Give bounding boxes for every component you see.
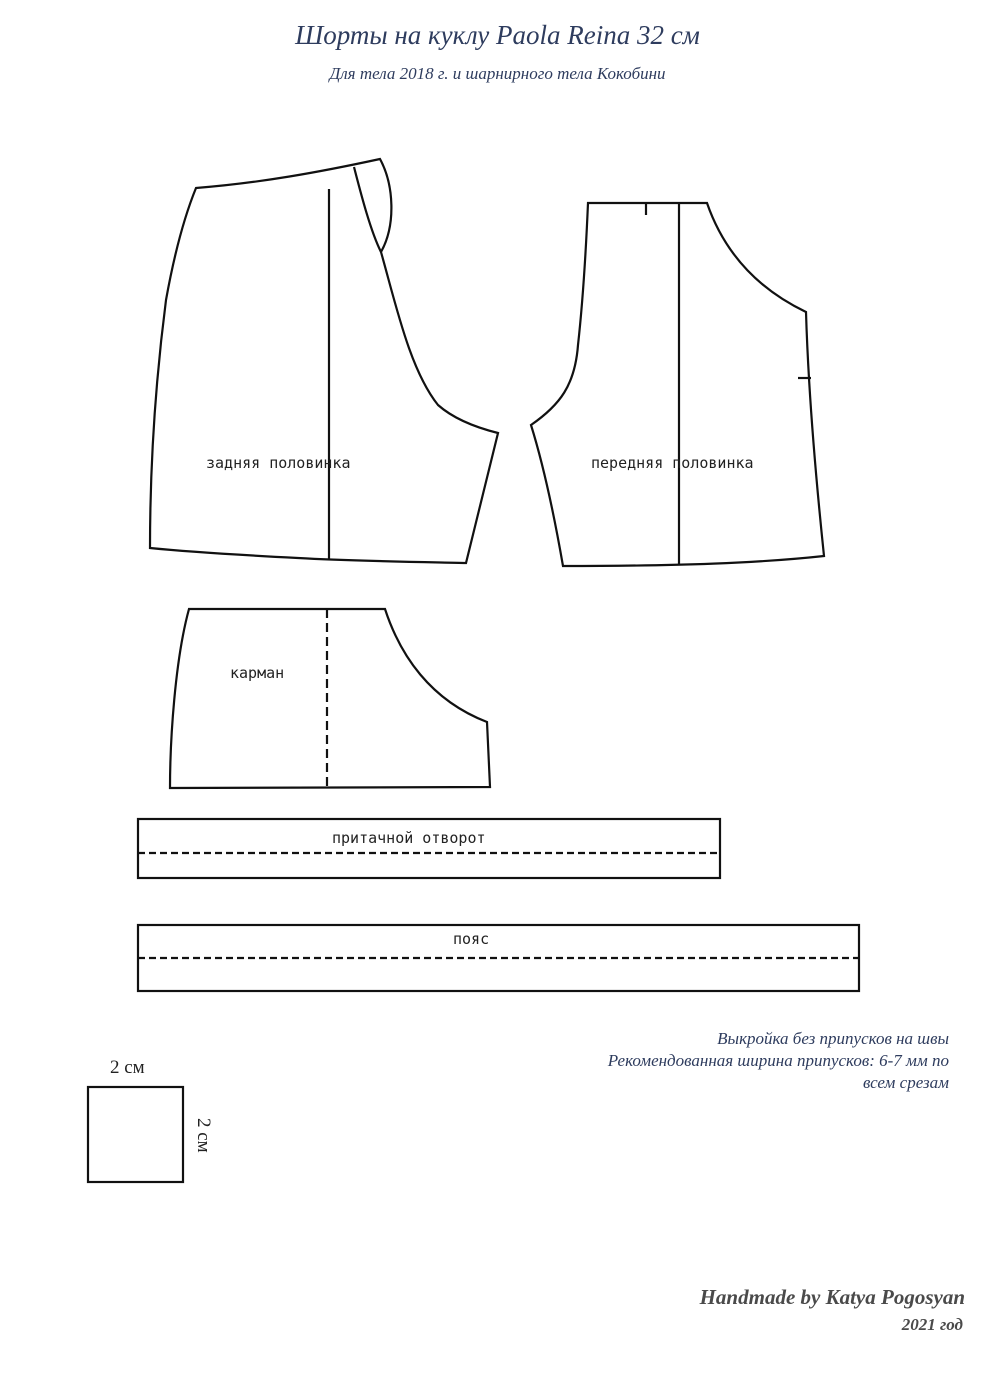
pocket-outline [170, 609, 490, 788]
page-subtitle: Для тела 2018 г. и шарнирного тела Кокобини [329, 64, 666, 83]
front-half-piece [531, 203, 824, 566]
pocket-label: карман [230, 664, 285, 682]
page-title: Шорты на куклу Paola Reina 32 см [295, 20, 700, 50]
author-signature: Handmade by Katya Pogosyan [699, 1285, 965, 1309]
front-half-outline [531, 203, 824, 566]
seam-allowance-notes [479, 1028, 949, 1094]
cuff-outline [138, 819, 720, 878]
back-half-label: задняя половинка [206, 454, 351, 472]
waistband-outline [138, 925, 859, 991]
back-half-outline [150, 159, 498, 563]
waistband-piece [138, 925, 859, 991]
back-half-dart [354, 167, 381, 252]
notes-line-3: всем срезам [862, 1073, 949, 1092]
year-label: 2021 год [901, 1315, 963, 1334]
pocket-piece [170, 609, 490, 788]
front-half-label: передняя половинка [591, 454, 754, 472]
cuff-label: притачной отворот [332, 829, 486, 847]
cuff-piece [138, 819, 720, 878]
scale-height-label: 2 см [193, 1118, 214, 1153]
scale-width-label: 2 см [110, 1057, 145, 1078]
back-half-piece [150, 159, 498, 563]
notes-line-1: Выкройка без припусков на швы [717, 1029, 949, 1048]
scale-square [88, 1087, 183, 1182]
waistband-label: пояс [453, 930, 490, 948]
notes-line-2: Рекомендованная ширина припусков: 6-7 мм по [607, 1051, 949, 1070]
